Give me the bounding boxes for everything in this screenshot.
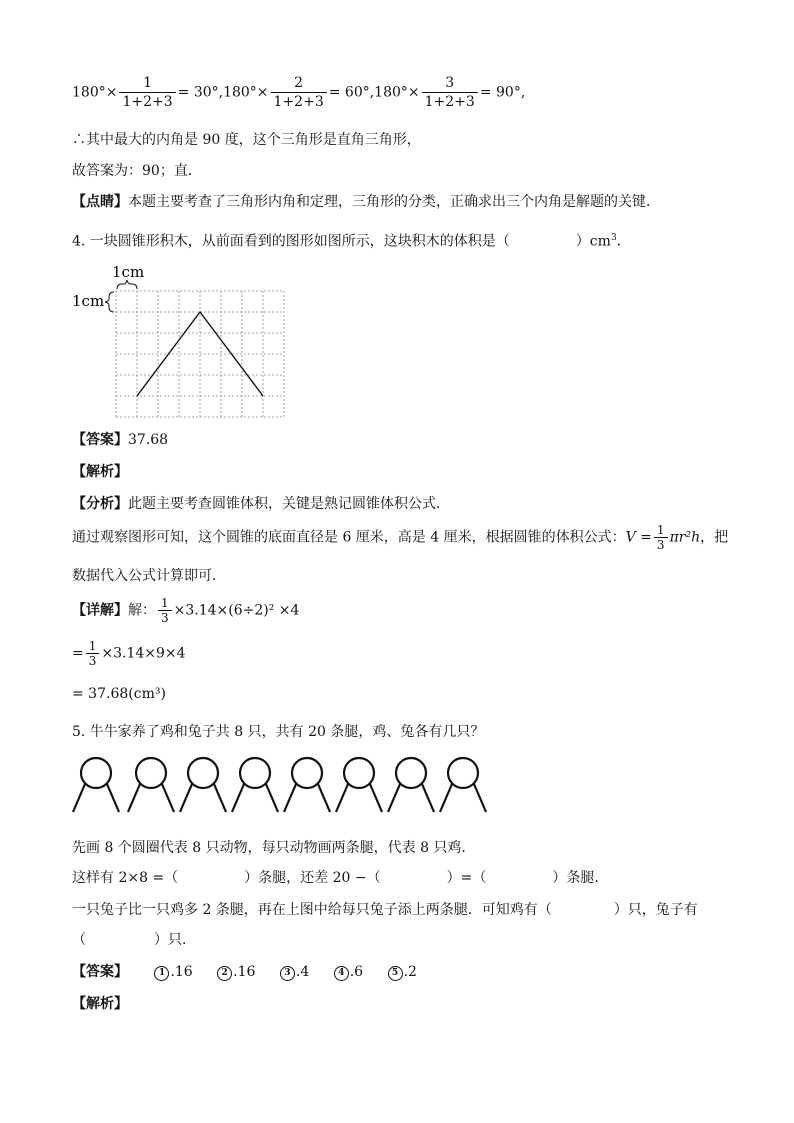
animal-figure — [440, 758, 486, 812]
answer-item: 3 .4 — [280, 962, 309, 982]
q4-detail-step-2: = $\frac{1}{3}$ ×3.14×9×4 — [72, 639, 186, 668]
chicken-circles-figure — [70, 756, 490, 820]
q4-analysis-tag: 【解析】 — [72, 464, 128, 480]
formula-term: = 30°,180°× — [177, 84, 269, 101]
animal-figure — [232, 758, 278, 812]
fraction: $\frac{3}{1+2+3}$ — [422, 74, 478, 111]
answer-item: 5 .2 — [388, 962, 417, 982]
comment-tag: 【点睛】 — [72, 194, 128, 210]
conclusion-text: ∴其中最大的内角是 90 度，这个三角形是直角三角形， — [72, 132, 421, 148]
animal-figure — [388, 758, 434, 812]
animal-figure — [284, 758, 330, 812]
animal-figure — [128, 758, 174, 812]
answer-item: 1 .16 — [154, 962, 192, 982]
answer-item: 2 .16 — [217, 962, 255, 982]
formula-term: = 90°, — [479, 84, 526, 101]
q4-detail-step-3: = 37.68(cm³) — [72, 686, 166, 702]
q5-line-1: 先画 8 个圆圈代表 8 只动物，每只动物画两条腿，代表 8 只鸡． — [72, 840, 476, 856]
q5-line-2: 这样有 2×8 =（ ）条腿，还差 20 −（ ）=（ ）条腿． — [72, 870, 609, 886]
q4-detail-step-1: 【详解】解： $\frac{1}{3}$ ×3.14×(6÷2)² ×4 — [72, 596, 300, 625]
q5-stem: 5. 牛牛家养了鸡和兔子共 8 只，共有 20 条腿，鸡、兔各有几只？ — [72, 724, 485, 740]
left-unit-label: 1cm — [72, 292, 105, 310]
left-brace — [105, 292, 114, 312]
cone-front-view-figure — [70, 258, 290, 422]
fraction: $\frac{1}{3}$ — [654, 523, 668, 552]
q4-stem: 4. 一块圆锥形积木，从前面看到的图形如图所示，这块积木的体积是（ ）$cm^3$． — [72, 233, 631, 250]
top-brace — [117, 280, 137, 289]
formula-term: 180°× — [72, 84, 118, 101]
grid — [116, 291, 284, 417]
q5-analysis-tag: 【解析】 — [72, 996, 128, 1012]
fraction: $\frac{1}{1+2+3}$ — [119, 74, 175, 111]
q4-observe-line: 通过观察图形可知，这个圆锥的底面直径是 6 厘米，高是 4 厘米，根据圆锥的体积公式：V = $\frac{1}{3}$ πr²h，把 — [72, 523, 729, 552]
q4-observe-line-2: 数据代入公式计算即可． — [72, 568, 226, 584]
q4-answer: 37.68 — [128, 432, 169, 448]
animal-figure — [336, 758, 382, 812]
q5-line-3: 一只兔子比一只鸡多 2 条腿，再在上图中给每只兔子添上两条腿．可知鸡有（ ）只，兔子有 — [72, 902, 698, 918]
answer-item: 4 .6 — [334, 962, 363, 982]
formula-term: = 60°,180°× — [328, 84, 420, 101]
top-unit-label: 1cm — [112, 263, 145, 281]
animal-figure — [180, 758, 226, 812]
animal-figure — [73, 758, 119, 812]
fraction: $\frac{2}{1+2+3}$ — [271, 74, 327, 111]
comment-line — [72, 192, 660, 212]
q5-answer-line: 【答案】 1 .16 2 .16 3 .4 4 .6 5 .2 — [72, 964, 417, 980]
fraction: $\frac{1}{3}$ — [158, 596, 172, 625]
angle-formula-line — [72, 74, 525, 111]
fraction: $\frac{1}{3}$ — [86, 639, 100, 668]
q4-fenxi: 【分析】此题主要考查圆锥体积，关键是熟记圆锥体积公式． — [72, 496, 450, 512]
comment-text: 本题主要考查了三角形内角和定理，三角形的分类，正确求出三个内角是解题的关键． — [128, 194, 660, 210]
q4-answer-line: 【答案】37.68 — [72, 432, 169, 448]
q5-line-4: （ ）只． — [72, 932, 196, 948]
answer-line: 故答案为：90；直． — [72, 163, 202, 179]
